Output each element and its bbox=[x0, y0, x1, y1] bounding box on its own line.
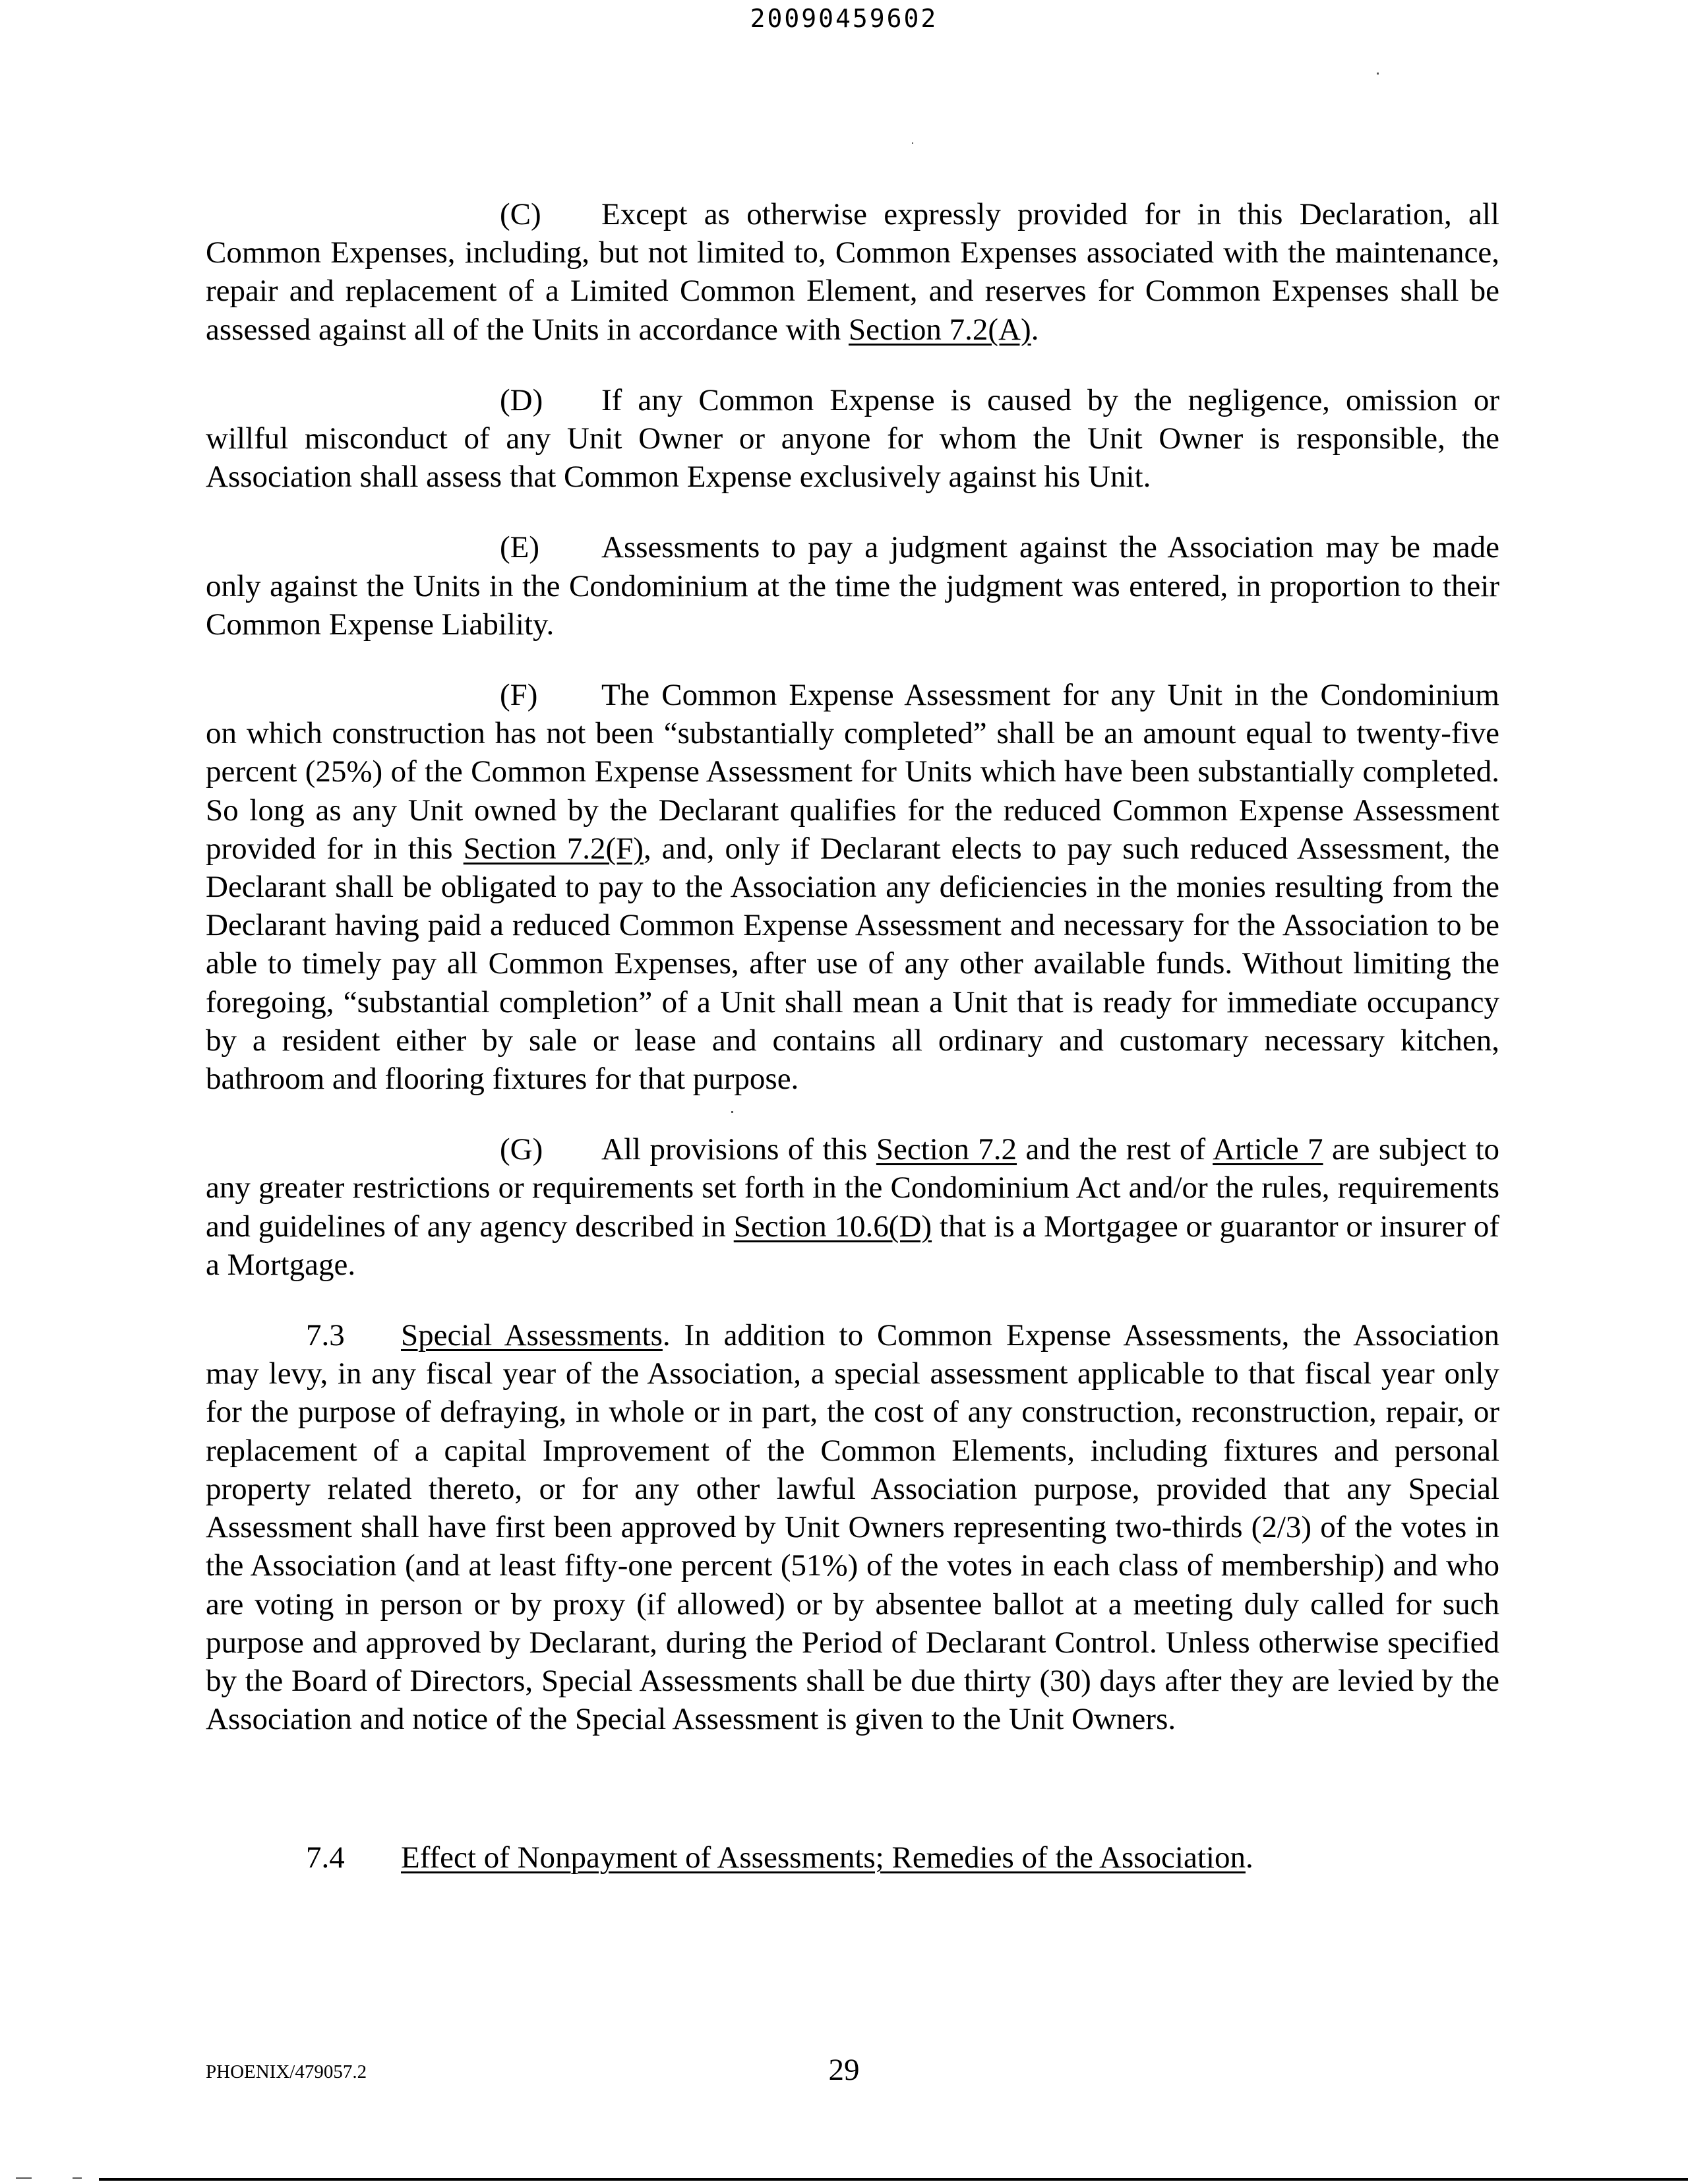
footer-document-id: PHOENIX/479057.2 bbox=[206, 2061, 367, 2082]
paragraph-g-text-3: are subject to any greater restrictions or requirements set forth in the Condominium Act and/or the rules, requirements and guidelines of any agency described in bbox=[206, 1132, 1500, 1244]
subsection-label-d: (D) bbox=[500, 382, 543, 417]
paragraph-f bbox=[206, 676, 1499, 1098]
document-body bbox=[206, 195, 1499, 1738]
page-number: 29 bbox=[828, 2053, 860, 2087]
scan-speck bbox=[731, 1111, 733, 1113]
section-7-4-heading bbox=[206, 1838, 1253, 1877]
scan-speck bbox=[16, 2177, 32, 2179]
scan-speck bbox=[73, 2177, 82, 2179]
paragraph-g bbox=[206, 1130, 1499, 1284]
scan-speck bbox=[912, 142, 913, 144]
cross-reference-article-7: Article 7 bbox=[1213, 1132, 1323, 1167]
subsection-label-c: (C) bbox=[500, 197, 541, 231]
cross-reference-section-7-2-f: Section 7.2(F) bbox=[463, 831, 644, 866]
section-7-3-text: . In addition to Common Expense Assessments, the Association may levy, in any fiscal year of the Association, a special assessment applicable to that fiscal year only for the purpose of defraying, in whole or in part, the cost of any construction, reconstruction, repair, or replacement of a capital Improvement of the Common Elements, including fixtures and personal property related thereto, or for any other lawful Association purpose, provided that any Special Assessment shall have first been approved by Unit Owners representing two-thirds (2/3) of the votes in the Association (and at least fifty-one percent (51%) of the votes in each class of membership) and who are voting in person or by proxy (if allowed) or by absentee ballot at a meeting duly called for such purpose and approved by Declarant, during the Period of Declarant Control. Unless otherwise specified by the Board of Directors, Special Assessments shall be due thirty (30) days after they are levied by the Association and notice of the Special Assessment is given to the Unit Owners. bbox=[206, 1318, 1499, 1737]
cross-reference-section-7-2: Section 7.2 bbox=[876, 1132, 1017, 1167]
subsection-label-e: (E) bbox=[500, 530, 540, 565]
paragraph-g-text-1: All provisions of this bbox=[601, 1132, 876, 1167]
paragraph-d bbox=[206, 381, 1499, 497]
paragraph-f-text-1: The Common Expense Assessment for any Unit in the Condominium on which construction has not been “substantially completed” shall be an amount equal to twenty-five percent (25%) of the Common Expense Assessment for Units which have been substantially completed. So long as any Unit owned by the Declarant qualifies for the reduced Common Expense Assessment provided for in this bbox=[206, 678, 1499, 866]
paragraph-c-end: . bbox=[1031, 312, 1039, 347]
paragraph-g-text-2: and the rest of bbox=[1017, 1132, 1213, 1167]
section-title-special-assessments: Special Assessments bbox=[401, 1318, 663, 1353]
cross-reference-section-10-6-d: Section 10.6(D) bbox=[733, 1209, 932, 1244]
bottom-scan-rule bbox=[99, 2178, 1688, 2181]
paragraph-c bbox=[206, 195, 1499, 349]
section-7-4-end: . bbox=[1245, 1840, 1253, 1875]
subsection-label-f: (F) bbox=[500, 678, 538, 713]
cross-reference-section-7-2-a: Section 7.2(A) bbox=[848, 312, 1031, 347]
paragraph-d-text: If any Common Expense is caused by the negligence, omission or willful misconduct of any Unit Owner or anyone for whom the Unit Owner is responsible, the Association shall assess that Common Expense exclusively against his Unit. bbox=[206, 382, 1499, 495]
paragraph-e bbox=[206, 528, 1499, 644]
document-number: 20090459602 bbox=[750, 4, 938, 33]
section-number-7-4: 7.4 bbox=[306, 1840, 345, 1875]
paragraph-g-text-4: that is a Mortgagee or guarantor or insurer of a Mortgage. bbox=[206, 1209, 1499, 1282]
section-7-3 bbox=[206, 1316, 1499, 1738]
scan-speck bbox=[1377, 73, 1379, 75]
subsection-label-g: (G) bbox=[500, 1132, 543, 1167]
paragraph-f-text-2: , and, only if Declarant elects to pay such reduced Assessment, the Declarant shall be obligated to pay to the Association any deficiencies in the monies resulting from the Declarant having paid a reduced Common Expense Assessment and necessary for the Association to be able to timely pay all Common Expenses, after use of any other available funds. Without limiting the foregoing, “substantial completion” of a Unit shall mean a Unit that is ready for immediate occupancy by a resident either by sale or lease and contains all ordinary and customary necessary kitchen, bathroom and flooring fixtures for that purpose. bbox=[206, 831, 1500, 1097]
paragraph-e-text: Assessments to pay a judgment against the Association may be made only against the Units in the Condominium at the time the judgment was entered, in proportion to their Common Expense Liability. bbox=[206, 530, 1499, 642]
section-title-effect-of-nonpayment: Effect of Nonpayment of Assessments; Remedies of the Association bbox=[401, 1840, 1246, 1875]
section-number-7-3: 7.3 bbox=[306, 1318, 345, 1353]
paragraph-c-text: Except as otherwise expressly provided for in this Declaration, all Common Expenses, including, but not limited to, Common Expenses associated with the maintenance, repair and replacement of a Limited Common Element, and reserves for Common Expenses shall be assessed against all of the Units in accordance with bbox=[206, 197, 1499, 347]
